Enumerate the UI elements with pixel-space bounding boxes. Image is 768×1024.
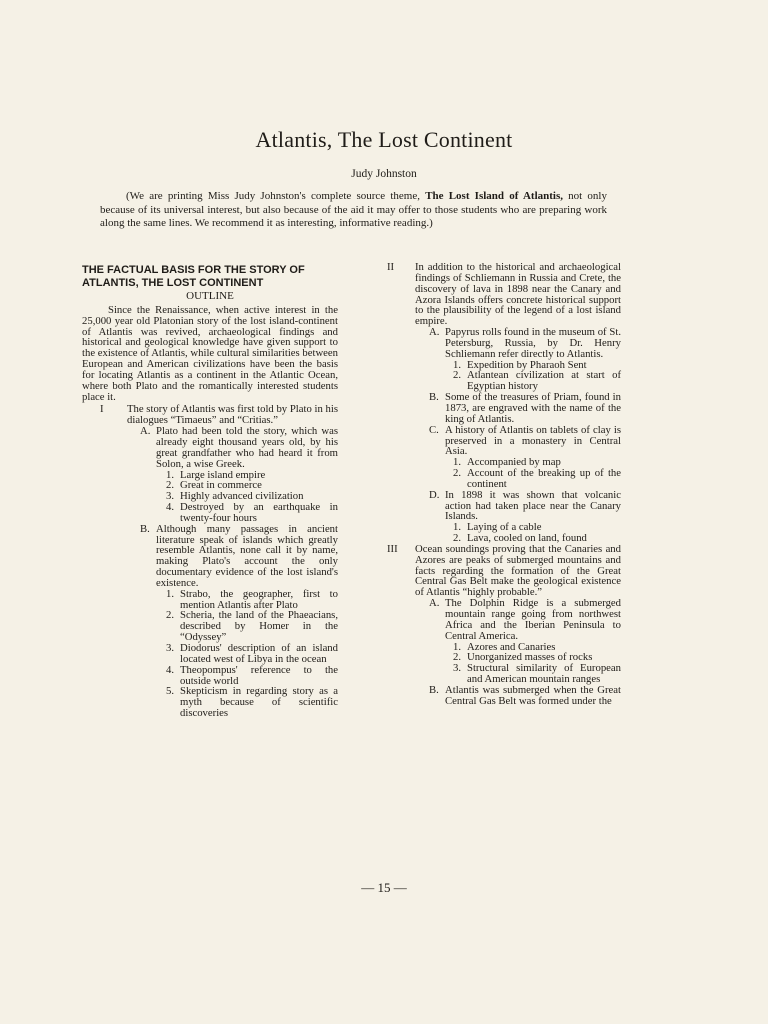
outline-number: 2. [166,479,175,492]
outline-subitem [166,686,338,719]
outline-letter: A. [429,597,440,610]
outline-text: Large island empire [180,468,266,481]
outline-number: 2. [453,369,462,382]
outline-letter: B. [429,391,439,404]
outline-item-i-b [140,524,338,589]
outline-text: Structural similarity of European and American mountain ranges [467,662,621,686]
outline-text: Skepticism in regarding story as a myth because of scientific discoveries [180,685,338,720]
outline-subitem [166,610,338,643]
outline-text: Highly advanced civilization [180,490,304,503]
outline-item-iii-a [429,598,621,641]
outline-text: Ocean soundings proving that the Canaries and Azores are peaks of submerged mountains and facts regarding the formation of the Great Central Gas Belt make the geological existence of Atlantis “highly probable.” [415,542,621,599]
section-heading: THE FACTUAL BASIS FOR THE STORY OF ATLANTIS, THE LOST CONTINENT [82,264,305,289]
outline-text: Plato had been told the story, which was already eight thousand years old, by his great grandfather who had heard it from Solon, a wise Greek. [156,425,338,470]
thesis-paragraph: Since the Renaissance, when active interest in the 25,000 year old Platonian story of the lost island-continent of Atlantis was revived, archaeological findings and historical and geological knowledge have given support to the existence of Atlantis, while cultural similarities between European and American civilizations have been the basis for locating Atlantis as a continent in the Atlantic Ocean, where both Plato and the romantically interested students place it. [82,303,338,403]
outline-text: Laying of a cable [467,521,542,534]
outline-item-i [82,404,338,426]
editor-note-before: (We are printing Miss Judy Johnston's complete source theme, [126,190,426,202]
outline-text: The story of Atlantis was first told by Plato in his dialogues “Timaeus” and “Critias.” [127,403,338,427]
outline-number: 1. [453,640,462,653]
outline-item-iii-b [429,685,621,707]
outline-text: Unorganized masses of rocks [467,651,593,664]
outline-text: Strabo, the geographer, first to mention Atlantis after Plato [180,587,338,611]
outline-item-ii-d [429,490,621,523]
outline-number: 4. [166,663,175,676]
outline-text: Scheria, the land of the Phaeacians, described by Homer in the “Odyssey” [180,609,338,644]
outline-item-ii-b [429,392,621,425]
outline-text: In 1898 it was shown that volcanic action had taken place near the Canary Islands. [445,488,621,523]
outline-number: 1. [453,358,462,371]
outline-letter: D. [429,488,440,501]
outline-number: 1. [453,456,462,469]
editor-note-bold-title: The Lost Island of Atlantis, [425,190,563,202]
outline-text: Diodorus' description of an island located west of Libya in the ocean [180,642,338,665]
outline-number: 1. [166,468,175,481]
outline-numeral: III [387,542,398,555]
outline-text: In addition to the historical and archaeological findings of Schliemann in Russia and Crete, the discovery of lava in 1898 near the Canary and Azora Islands offers concrete historical support to the plausibility of the legend of a lost island empire. [415,261,621,328]
outline-number: 2. [453,467,462,480]
outline-text: Account of the breaking up of the continent [467,467,621,490]
outline-item-ii [387,262,621,327]
outline-text: Atlantean civilization at start of Egyptian history [467,369,621,393]
outline-text: A history of Atlantis on tablets of clay is preserved in a monastery in Central Asia. [445,423,621,458]
outline-letter: B. [140,522,150,535]
outline-subitem [166,589,338,611]
outline-text: Although many passages in ancient literature speak of islands which greatly resemble Atlantis, none call it by name, making Plato's account the only documentary evidence of the lost island's existence. [156,522,338,589]
editor-note-after: not only because of its universal interest, but also because of the aid it may offer to those students who are preparing work along the same lines. We recommend it as interesting, informative reading.) [100,190,607,230]
outline-subitem [166,665,338,687]
outline-text: The Dolphin Ridge is a submerged mountain range going from northwest Africa and the Iberian Peninsula to Central America. [445,597,621,642]
outline-number: 2. [166,609,175,622]
outline-subitem [453,468,621,490]
outline-subitem [166,502,338,524]
outline-text: Lava, cooled on land, found [467,532,587,545]
outline-text: Destroyed by an earthquake in twenty-four hours [180,501,338,524]
outline-subitem [453,370,621,392]
right-column [387,262,621,707]
outline-number: 1. [453,521,462,534]
outline-item-i-a [140,426,338,469]
outline-text: Azores and Canaries [467,640,556,653]
outline-number: 3. [166,490,175,503]
outline-letter: C. [429,423,439,436]
outline-number: 3. [453,662,462,675]
outline-number: 5. [166,685,175,698]
article-author: Judy Johnston [351,168,417,180]
outline-letter: A. [429,326,440,339]
outline-label: OUTLINE [186,290,234,302]
page-number: — 15 — [361,880,407,895]
outline-number: 2. [453,651,462,664]
outline-letter: A. [140,425,151,438]
outline-item-ii-c [429,425,621,458]
editor-note [100,190,607,231]
outline-item-ii-a [429,327,621,360]
outline-text: Some of the treasures of Priam, found in 1873, are engraved with the name of the king of Atlantis. [445,391,621,425]
outline-text: Atlantis was submerged when the Great Central Gas Belt was formed under the [445,683,621,707]
left-column [82,264,338,719]
outline-subitem [453,663,621,685]
outline-text: Great in commerce [180,479,262,492]
outline-text: Theopompus' reference to the outside world [180,663,338,687]
outline-numeral: II [387,261,395,273]
outline-text: Papyrus rolls found in the museum of St. Petersburg, Russia, by Dr. Henry Schliemann refer directly to Atlantis. [445,326,621,360]
outline-item-iii [387,544,621,598]
outline-subitem [166,643,338,665]
outline-letter: B. [429,683,439,696]
outline-text: Expedition by Pharaoh Sent [467,358,587,371]
outline-number: 4. [166,501,175,514]
outline-number: 2. [453,532,462,545]
outline-numeral: I [100,403,104,416]
article-title: Atlantis, The Lost Continent [255,127,513,152]
outline-text: Accompanied by map [467,456,561,469]
outline-number: 3. [166,642,175,654]
outline-number: 1. [166,587,175,600]
